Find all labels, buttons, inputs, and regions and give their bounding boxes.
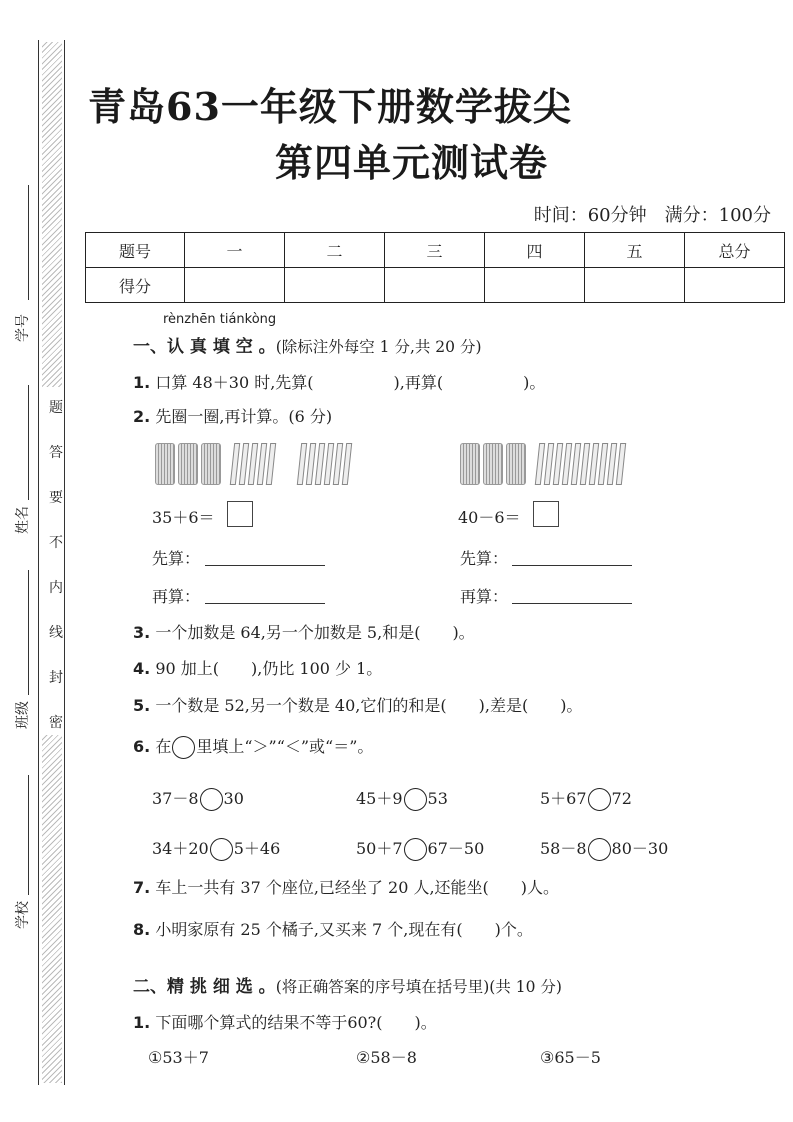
section1-note: (除标注外每空 1 分,共 20 分) — [275, 338, 482, 356]
header-cell: 四 — [485, 233, 585, 268]
question-text: 在 — [155, 737, 172, 756]
compare-left: 34＋20 — [152, 839, 209, 858]
option-1[interactable]: ①53＋7 — [148, 1048, 209, 1067]
answer-box-left[interactable] — [227, 501, 253, 527]
section1-pinyin: rènzhēn tiánkòng — [163, 312, 277, 327]
stick-bundle-icon — [155, 443, 175, 485]
question-number: 2. — [133, 407, 151, 426]
header-cell: 五 — [585, 233, 685, 268]
compare-circle[interactable] — [404, 788, 427, 811]
stick-icon — [342, 443, 352, 485]
score-table-header-row — [86, 233, 785, 268]
margin-line-inner — [64, 40, 65, 1085]
row-label: 得分 — [86, 268, 185, 303]
question-number: 3. — [133, 623, 151, 642]
section2-heading — [133, 972, 562, 997]
question-number: 5. — [133, 696, 151, 715]
stick-bundle-icon — [178, 443, 198, 485]
circle-icon — [172, 736, 195, 759]
first-blank-left[interactable] — [205, 565, 325, 566]
score-cell[interactable] — [585, 268, 685, 303]
seal-char: 不 — [49, 535, 63, 551]
field-line-name — [28, 385, 29, 500]
question-text: 口算 48＋30 时,先算( ),再算( )。 — [155, 373, 546, 392]
field-label-school: 学校 — [15, 901, 31, 929]
field-line-school — [28, 775, 29, 895]
title-line-1: 青岛63一年级下册数学拔尖 — [88, 84, 572, 129]
seal-char: 密 — [49, 715, 63, 731]
question-name: 小明家原 — [155, 920, 220, 939]
stick-bundle-icon — [201, 443, 221, 485]
question-text: 车上一共有 37 个座位,已经坐了 20 人,还能坐( )人。 — [155, 878, 560, 897]
seal-char: 线 — [49, 625, 63, 641]
compare-circle[interactable] — [404, 838, 427, 861]
stick-bundle-icon — [506, 443, 526, 485]
header-cell: 总分 — [685, 233, 785, 268]
margin-hatch-bottom — [42, 735, 62, 1083]
sticks-right — [460, 443, 627, 489]
compare-left: 5＋67 — [540, 789, 587, 808]
question-number: 6. — [133, 737, 151, 756]
field-line-class — [28, 570, 29, 695]
field-label-class: 班级 — [15, 701, 31, 729]
margin-line-outer — [38, 40, 39, 1085]
field-label-student-no: 学号 — [15, 314, 31, 342]
question-text: 先圈一圈,再计算。(6 分) — [155, 407, 333, 426]
question-1-7 — [133, 875, 559, 898]
first-label-right: 先算： — [460, 549, 509, 568]
section1-title: 一、认 真 填 空 。 — [133, 337, 276, 357]
compare-left: 50＋7 — [356, 839, 403, 858]
then-label-left: 再算： — [152, 587, 201, 606]
compare-item — [356, 836, 484, 861]
stick-bundle-icon — [460, 443, 480, 485]
compare-item — [356, 786, 448, 811]
sticks-left — [155, 443, 353, 489]
compare-right: 30 — [223, 789, 244, 808]
seal-char: 要 — [49, 490, 63, 506]
compare-right: 5＋46 — [233, 839, 281, 858]
compare-left: 37－8 — [152, 789, 199, 808]
seal-char: 题 — [49, 400, 63, 416]
then-blank-right[interactable] — [512, 603, 632, 604]
first-label-left: 先算： — [152, 549, 201, 568]
then-blank-left[interactable] — [205, 603, 325, 604]
seal-char: 答 — [49, 445, 63, 461]
compare-circle[interactable] — [588, 788, 611, 811]
question-text: 里填上“＞”“＜”或“＝”。 — [196, 737, 374, 756]
section2-note: (将正确答案的序号填在括号里)(共 10 分) — [275, 978, 562, 996]
compare-item — [540, 786, 632, 811]
question-text: 一个加数是 64,另一个加数是 5,和是( )。 — [155, 623, 475, 642]
header-cell: 三 — [385, 233, 485, 268]
then-label-right: 再算： — [460, 587, 509, 606]
compare-left: 45＋9 — [356, 789, 403, 808]
compare-item — [540, 836, 668, 861]
question-1-4 — [133, 656, 382, 679]
header-cell: 题号 — [86, 233, 185, 268]
compare-left: 58－8 — [540, 839, 587, 858]
stick-icon — [616, 443, 626, 485]
question-text: 90 加上( ),仍比 100 少 1。 — [155, 659, 383, 678]
question-number: 8. — [133, 920, 151, 939]
score-cell[interactable] — [685, 268, 785, 303]
stick-icon — [266, 443, 276, 485]
question-text: 下面哪个算式的结果不等于60?( )。 — [155, 1013, 437, 1032]
question-1-2 — [133, 404, 332, 427]
question-1-8 — [133, 917, 533, 940]
header-cell: 二 — [285, 233, 385, 268]
compare-circle[interactable] — [588, 838, 611, 861]
equation-left: 35＋6＝ — [152, 508, 215, 527]
question-1-1 — [133, 370, 545, 393]
compare-right: 72 — [611, 789, 632, 808]
score-cell[interactable] — [285, 268, 385, 303]
score-cell[interactable] — [385, 268, 485, 303]
title-line-2: 第四单元测试卷 — [275, 140, 549, 185]
compare-circle[interactable] — [210, 838, 233, 861]
seal-char: 封 — [49, 670, 63, 686]
question-2-1 — [133, 1010, 437, 1033]
score-cell[interactable] — [185, 268, 285, 303]
compare-circle[interactable] — [200, 788, 223, 811]
compare-right: 67－50 — [427, 839, 485, 858]
option-2[interactable]: ②58－8 — [356, 1048, 417, 1067]
section2-title: 二、精 挑 细 选 。 — [133, 977, 276, 997]
question-1-3 — [133, 620, 475, 643]
compare-item — [152, 836, 280, 861]
option-3[interactable]: ③65－5 — [540, 1048, 601, 1067]
question-1-6 — [133, 734, 373, 759]
equation-right: 40－6＝ — [458, 508, 521, 527]
stick-bundle-icon — [483, 443, 503, 485]
question-number: 7. — [133, 878, 151, 897]
first-blank-right[interactable] — [512, 565, 632, 566]
question-number: 4. — [133, 659, 151, 678]
question-number: 1. — [133, 373, 151, 392]
score-table — [85, 232, 785, 303]
compare-right: 80－30 — [611, 839, 669, 858]
question-number: 1. — [133, 1013, 151, 1032]
question-1-5 — [133, 693, 582, 716]
seal-char: 内 — [49, 580, 63, 596]
field-label-name: 姓名 — [15, 506, 31, 534]
answer-box-right[interactable] — [533, 501, 559, 527]
question-text: 有 25 个橘子,又买来 7 个,现在有( )个。 — [219, 920, 533, 939]
score-cell[interactable] — [485, 268, 585, 303]
time-info: 时间：60分钟 满分：100分 — [533, 205, 771, 226]
field-line-student-no — [28, 185, 29, 300]
header-cell: 一 — [185, 233, 285, 268]
compare-item — [152, 786, 244, 811]
section1-heading — [133, 332, 482, 357]
margin-hatch-top — [42, 42, 62, 387]
question-text: 一个数是 52,另一个数是 40,它们的和是( ),差是( )。 — [155, 696, 583, 715]
compare-right: 53 — [427, 789, 448, 808]
score-table-score-row — [86, 268, 785, 303]
